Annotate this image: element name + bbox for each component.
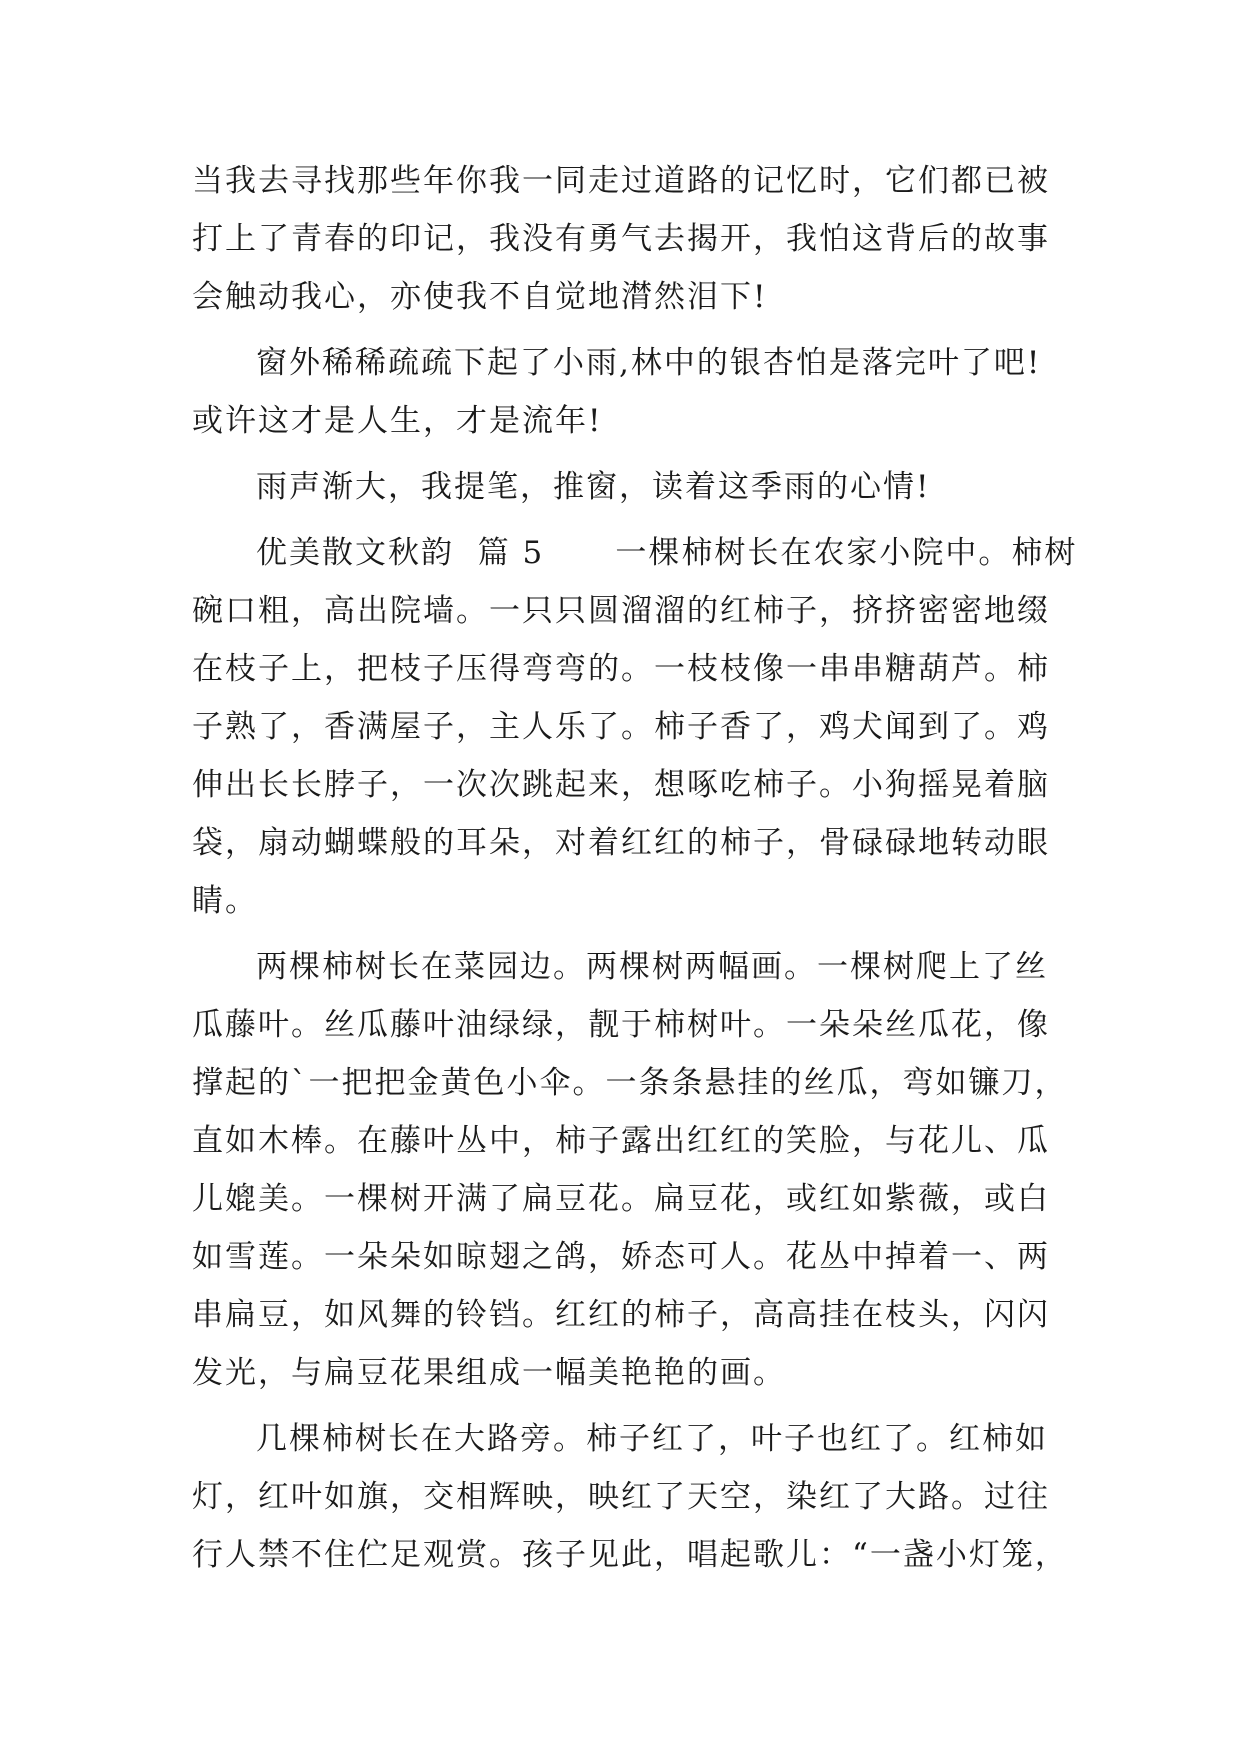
text-line: 袋，扇动蝴蝶般的耳朵，对着红红的柿子，骨碌碌地转动眼 bbox=[192, 825, 1050, 861]
document-body bbox=[192, 152, 1078, 1584]
text-line: 打上了青春的印记，我没有勇气去揭开，我怕这背后的故事 bbox=[192, 221, 1050, 257]
text-line: 或许这才是人生，才是流年! bbox=[192, 403, 603, 439]
text-line: 灯，红叶如旗，交相辉映，映红了天空，染红了大路。过往 bbox=[192, 1479, 1050, 1515]
paragraph-start-line: 窗外稀稀疏疏下起了小雨,林中的银杏怕是落完叶了吧! bbox=[256, 345, 1042, 381]
text-line: 子熟了，香满屋子，主人乐了。柿子香了，鸡犬闻到了。鸡 bbox=[192, 709, 1050, 745]
text-line: 瓜藤叶。丝瓜藤叶油绿绿，靓于柿树叶。一朵朵丝瓜花，像 bbox=[192, 1007, 1050, 1043]
text-line: 碗口粗，高出院墙。一只只圆溜溜的红柿子，挤挤密密地缀 bbox=[192, 593, 1050, 629]
text-line: 会触动我心，亦使我不自觉地潸然泪下! bbox=[192, 279, 768, 315]
text-line: 在枝子上，把枝子压得弯弯的。一枝枝像一串串糖葫芦。柿 bbox=[192, 651, 1050, 687]
text-line: 当我去寻找那些年你我一同走过道路的记忆时，它们都已被 bbox=[192, 163, 1050, 199]
text-line: 伸出长长脖子，一次次跳起来，想啄吃柿子。小狗摇晃着脑 bbox=[192, 767, 1050, 803]
text-line: 儿媲美。一棵树开满了扁豆花。扁豆花，或红如紫薇，或白 bbox=[192, 1181, 1050, 1217]
text-line: 如雪莲。一朵朵如晾翅之鸽，娇态可人。花丛中掉着一、两 bbox=[192, 1239, 1050, 1275]
paragraph-start-line: 两棵柿树长在菜园边。两棵树两幅画。一棵树爬上了丝 bbox=[256, 949, 1048, 985]
text-line: 睛。 bbox=[192, 883, 258, 919]
text-line: 行人禁不住伫足观赏。孩子见此，唱起歌儿：“一盏小灯笼， bbox=[192, 1537, 1068, 1573]
text-line: 撑起的`一把把金黄色小伞。一条条悬挂的丝瓜，弯如镰刀， bbox=[192, 1065, 1068, 1101]
text-line: 串扁豆，如风舞的铃铛。红红的柿子，高高挂在枝头，闪闪 bbox=[192, 1297, 1050, 1333]
text-line: 发光，与扁豆花果组成一幅美艳艳的画。 bbox=[192, 1355, 786, 1391]
section-heading-line: 优美散文秋韵 篇 5 一棵柿树长在农家小院中。柿树 bbox=[256, 535, 1078, 571]
paragraph-start-line: 雨声渐大，我提笔，推窗，读着这季雨的心情! bbox=[256, 469, 931, 505]
paragraph-start-line: 几棵柿树长在大路旁。柿子红了，叶子也红了。红柿如 bbox=[256, 1421, 1048, 1457]
text-line: 直如木棒。在藤叶丛中，柿子露出红红的笑脸，与花儿、瓜 bbox=[192, 1123, 1050, 1159]
